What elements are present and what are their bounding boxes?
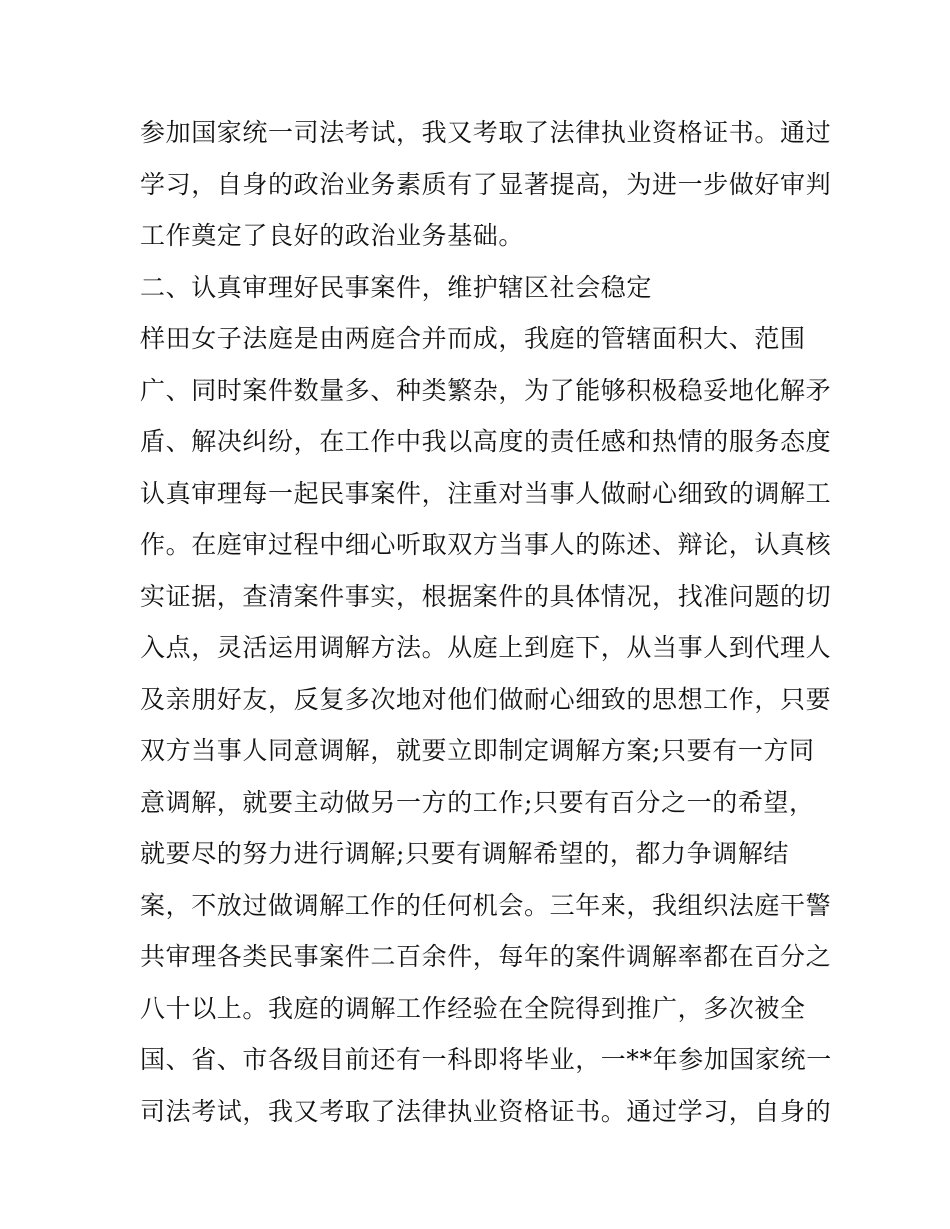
text-line: 学习，自身的政治业务素质有了显著提高，为进一步做好审判 (140, 169, 832, 199)
text-line: 工作奠定了良好的政治业务基础。 (140, 221, 525, 250)
text-line: 样田女子法庭是由两庭合并而成，我庭的管辖面积大、范围 (140, 324, 806, 353)
text-line: 国、省、市各级目前还有一科即将毕业，一**年参加国家统一 (140, 1045, 832, 1074)
text-line: 意调解，就要主动做另一方的工作;只要有百分之一的希望， (140, 787, 815, 817)
text-line: 案，不放过做调解工作的任何机会。三年来，我组织法庭干警 (140, 890, 832, 920)
text-line: 共审理各类民事案件二百余件，每年的案件调解率都在百分之 (140, 942, 832, 971)
text-line: 及亲朋好友，反复多次地对他们做耐心细致的思想工作，只要 (140, 684, 832, 714)
text-line: 就要尽的努力进行调解;只要有调解希望的，都力争调解结 (140, 839, 790, 868)
text-line: 广、同时案件数量多、种类繁杂，为了能够积极稳妥地化解矛 (140, 375, 832, 405)
text-line: 参加国家统一司法考试，我又考取了法律执业资格证书。通过 (140, 118, 832, 147)
text-line: 入点，灵活运用调解方法。从庭上到庭下，从当事人到代理人 (140, 633, 832, 662)
document-body (140, 107, 832, 1137)
text-line: 作。在庭审过程中细心听取双方当事人的陈述、辩论，认真核 (140, 530, 832, 559)
text-line: 认真审理每一起民事案件，注重对当事人做耐心细致的调解工 (140, 478, 832, 508)
section-heading: 二、认真审理好民事案件，维护辖区社会稳定 (140, 272, 653, 302)
text-line: 八十以上。我庭的调解工作经验在全院得到推广，多次被全 (140, 993, 806, 1023)
text-line: 实证据，查清案件事实，根据案件的具体情况，找准问题的切 (140, 581, 832, 611)
text-line: 盾、解决纠纷，在工作中我以高度的责任感和热情的服务态度 (140, 427, 832, 456)
text-line: 司法考试，我又考取了法律执业资格证书。通过学习，自身的 (140, 1096, 832, 1126)
text-line: 双方当事人同意调解，就要立即制定调解方案;只要有一方同 (140, 736, 815, 765)
